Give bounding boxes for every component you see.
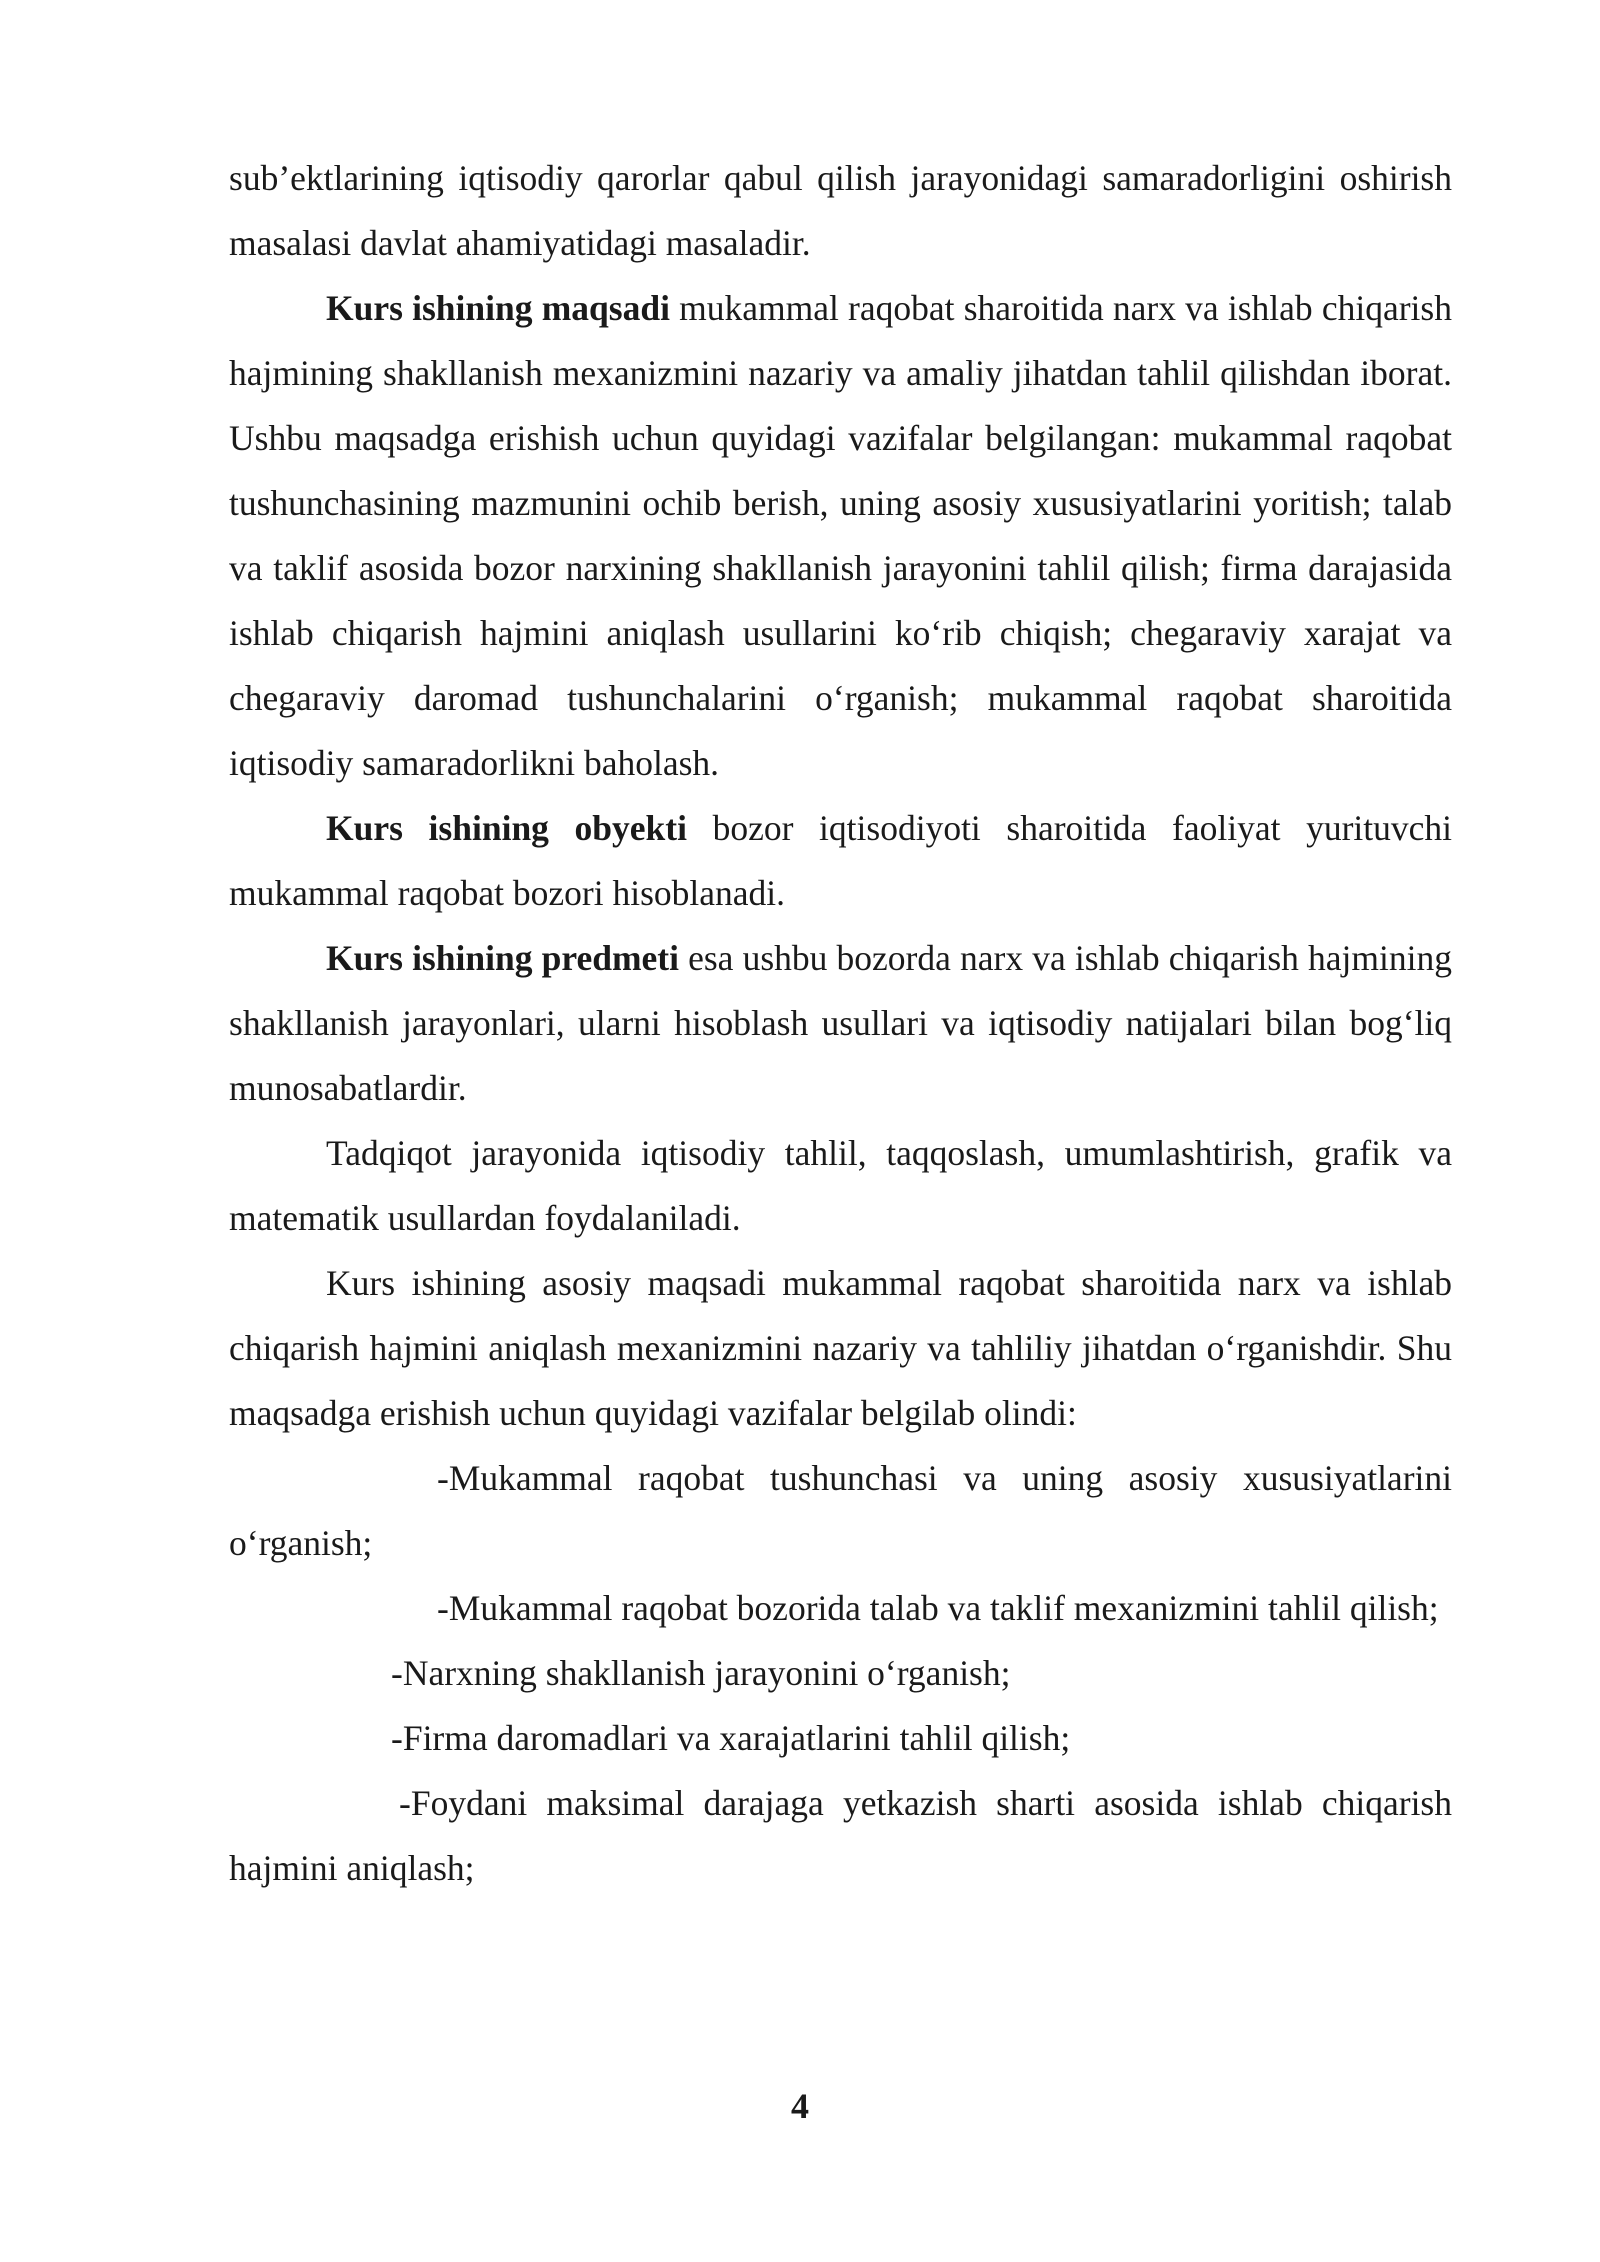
page-number: 4: [791, 2086, 809, 2126]
object-heading: Kurs ishining obyekti: [326, 808, 687, 848]
paragraph-methods: Tadqiqot jarayonida iqtisodiy tahlil, taqqoslash, umumlashtirish, grafik va matematik usullardan foydalaniladi.: [229, 1133, 1452, 1238]
paragraph-intro-continuation: sub’ektlarining iqtisodiy qarorlar qabul qilish jarayonidagi samaradorligini oshirish masalasi davlat ahamiyatidagi masaladir.: [229, 158, 1452, 263]
document-body: [229, 146, 1452, 1901]
list-item-3: -Narxning shakllanish jarayonini o‘rganish;: [391, 1653, 1011, 1693]
object-text: bozor iqtisodiyoti sharoitida faoliyat yurituvchi mukammal raqobat bozori hisoblanadi.: [229, 808, 1452, 913]
paragraph-object: [229, 796, 1452, 926]
goal-heading: Kurs ishining maqsadi: [326, 288, 670, 328]
subject-heading: Kurs ishining predmeti: [326, 938, 679, 978]
paragraph-subject: [229, 926, 1452, 1121]
subject-text: esa ushbu bozorda narx va ishlab chiqarish hajmining shakllanish jarayonlari, ularni hisoblash usullari va iqtisodiy natijalari bilan bog‘liq munosabatlardir.: [229, 938, 1453, 1108]
goal-text: mukammal raqobat sharoitida narx va ishlab chiqarish hajmining shakllanish mexanizmini nazariy va amaliy jihatdan tahlil qilishdan iborat. Ushbu maqsadga erishish uchun quyidagi vazifalar belgilangan: mukammal raqobat tushunchasining mazmunini ochib berish, uning asosiy xususiyatlarini yoritish; talab va taklif asosida bozor narxining shakllanish jarayonini tahlil qilish; firma darajasida ishlab chiqarish hajmini aniqlash usullarini ko‘rib chiqish; chegaraviy xarajat va chegaraviy daromad tushunchalarini o‘rganish; mukammal raqobat sharoitida iqtisodiy samaradorlikni baholash.: [229, 288, 1452, 783]
paragraph-goal: [229, 276, 1452, 796]
list-item-4: -Firma daromadlari va xarajatlarini tahlil qilish;: [391, 1718, 1071, 1758]
list-item-5: -Foydani maksimal darajaga yetkazish sharti asosida ishlab chiqarish hajmini aniqlash;: [229, 1783, 1452, 1888]
list-item-2: -Mukammal raqobat bozorida talab va taklif mexanizmini tahlil qilish;: [437, 1588, 1439, 1628]
list-item-1: -Mukammal raqobat tushunchasi va uning asosiy xususiyatlarini o‘rganish;: [229, 1458, 1452, 1563]
paragraph-main-goal: Kurs ishining asosiy maqsadi mukammal raqobat sharoitida narx va ishlab chiqarish hajmini aniqlash mexanizmini nazariy va tahliliy jihatdan o‘rganishdir. Shu maqsadga erishish uchun quyidagi vazifalar belgilab olindi:: [229, 1263, 1452, 1433]
